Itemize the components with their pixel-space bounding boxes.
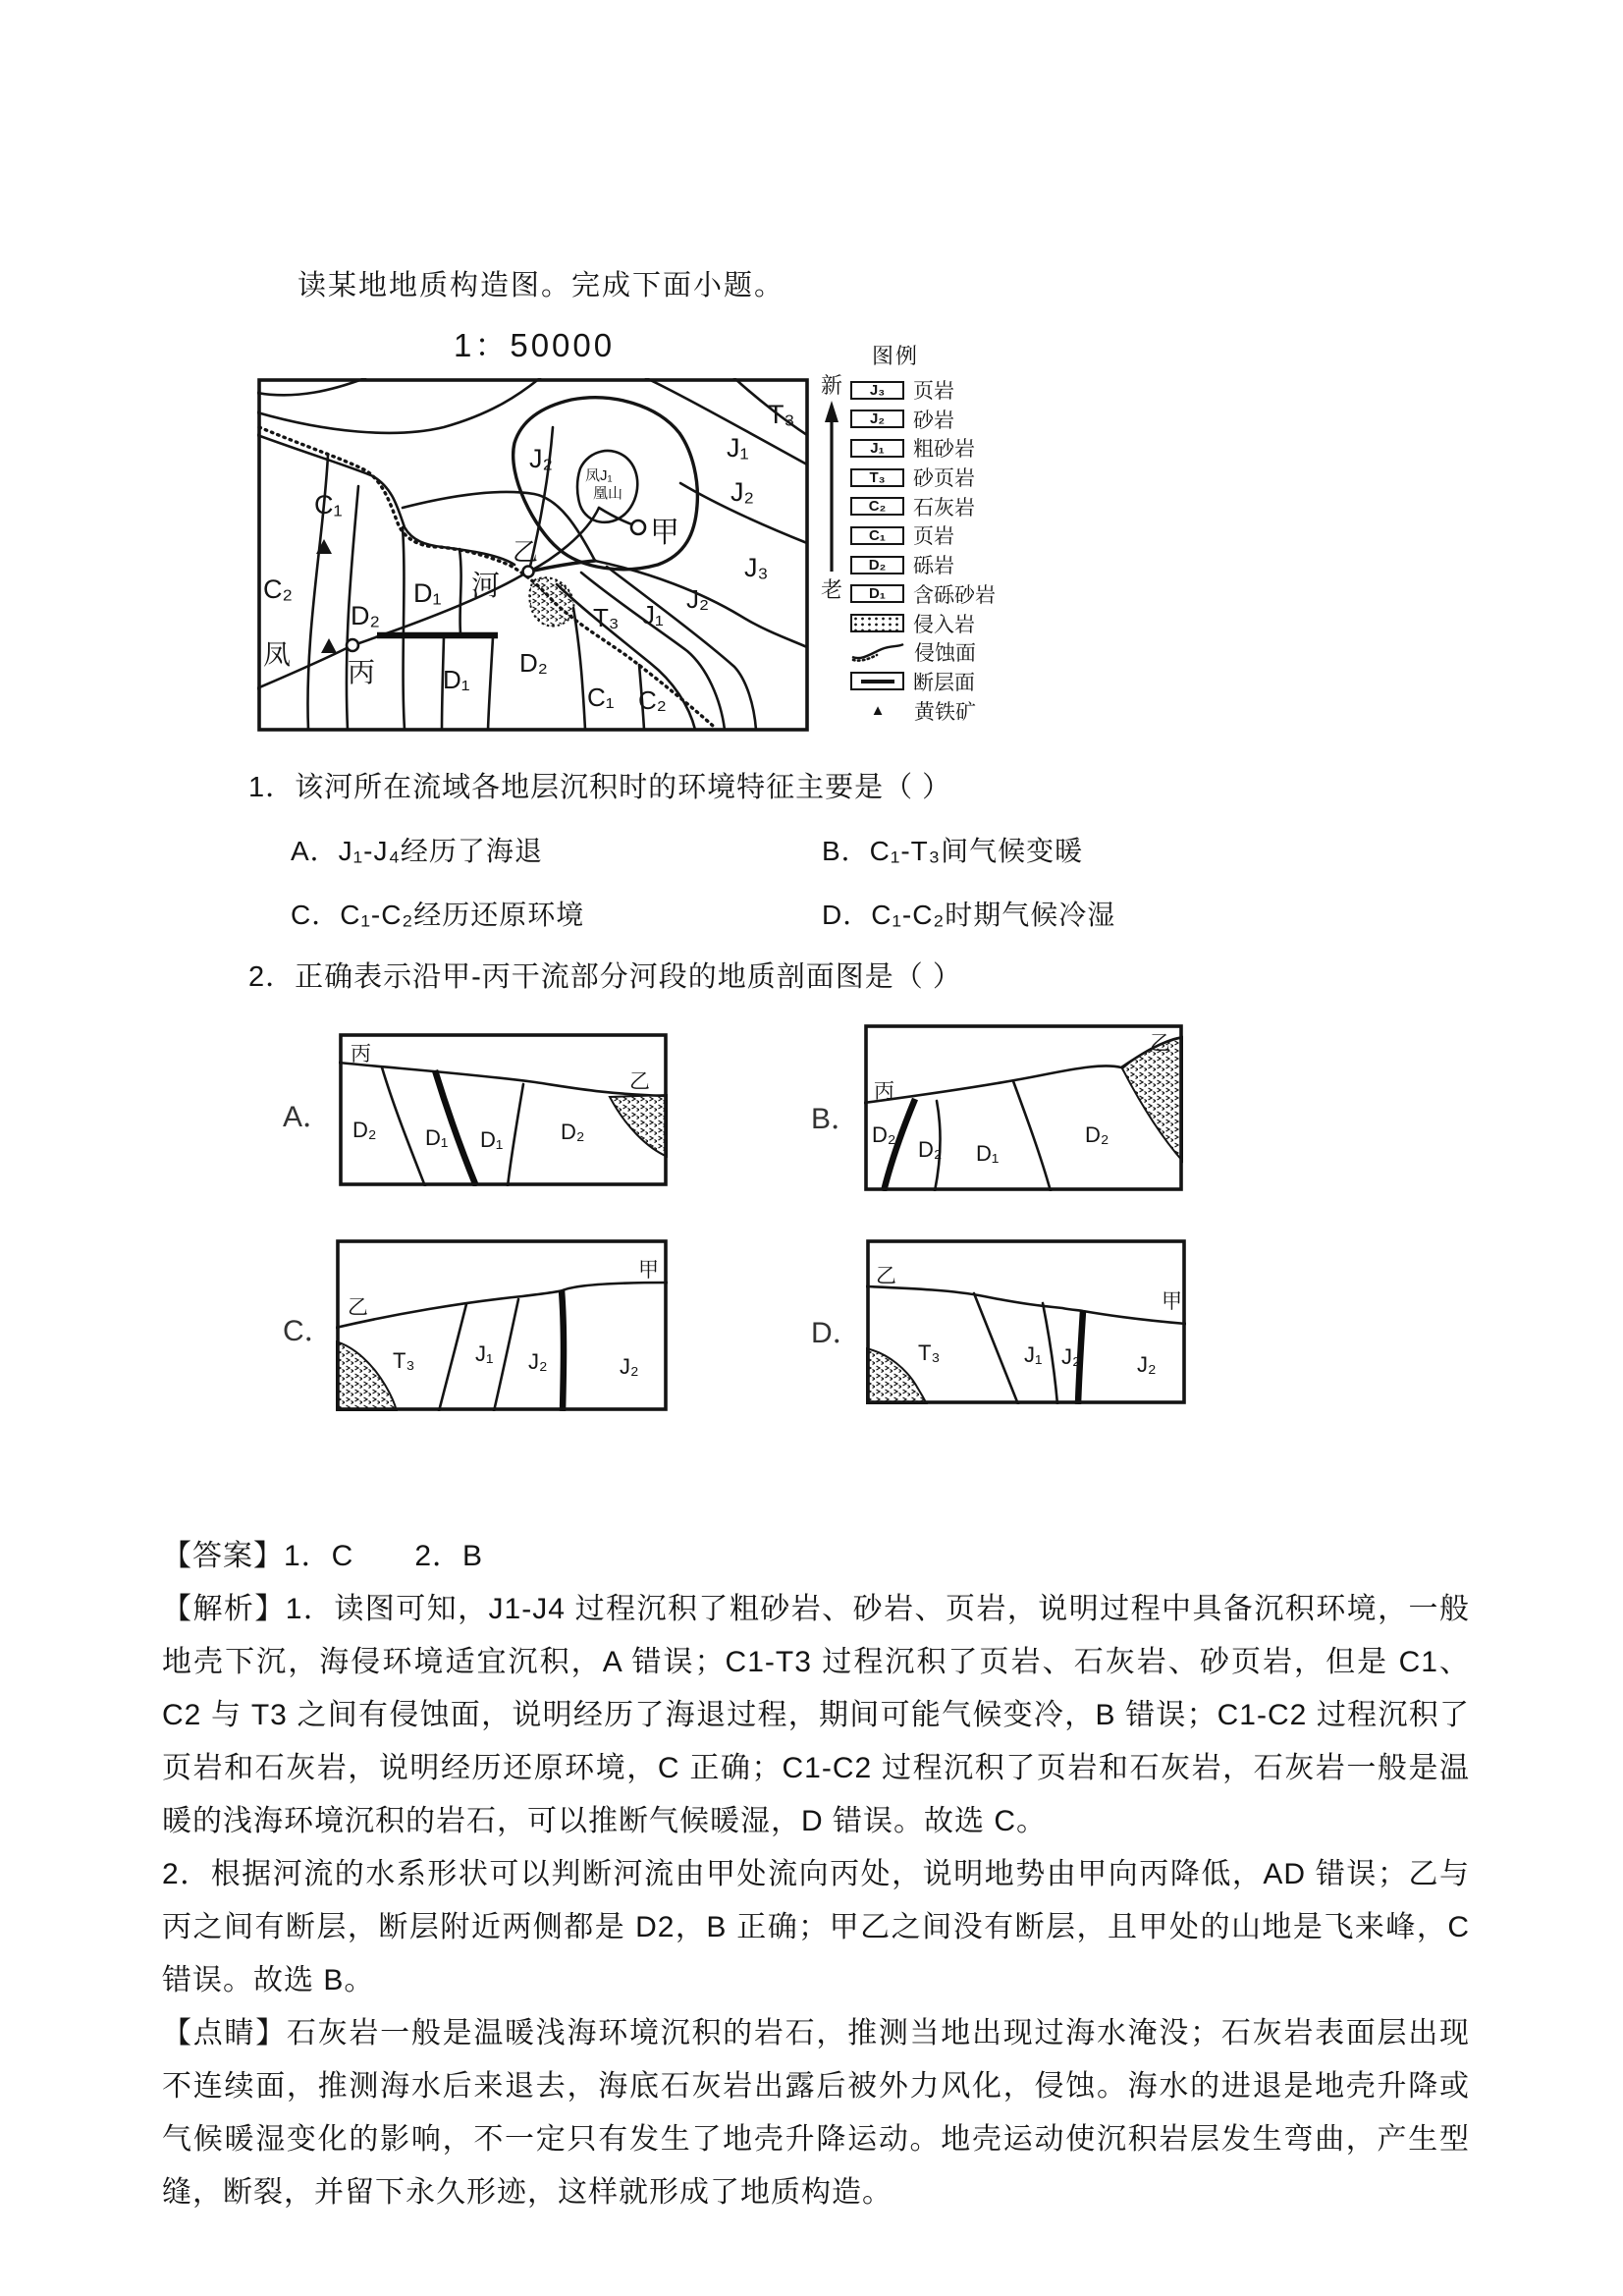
q2-option-d-letter: D． <box>811 1317 862 1349</box>
legend-row: J₁ 粗砂岩 <box>850 438 1076 458</box>
label-j2: J₂ <box>528 1349 548 1374</box>
point-yi-marker <box>523 567 534 577</box>
label-jia: 甲 <box>1162 1290 1182 1313</box>
label-j2-ne: J₂ <box>730 477 754 507</box>
question-2-stem: 2．正确表示沿甲-丙干流部分河段的地质剖面图是（ ） <box>248 961 962 993</box>
label-c1-bottom: C₁ <box>587 683 615 712</box>
legend-title: 图例 <box>872 344 920 368</box>
label-d2: D₂ <box>352 1118 377 1142</box>
stratum-swatch: J₂ <box>850 410 904 428</box>
diagram-border <box>338 1241 666 1409</box>
label-d1-left: D₁ <box>413 578 442 608</box>
label-c2-bottom: C₂ <box>638 685 667 715</box>
answer-line: 【答案】1．C 2．B <box>162 1540 484 1572</box>
intrusive-rock-swatch <box>850 614 904 632</box>
label-j1: J₁ <box>1024 1342 1043 1367</box>
map-scale-label: 1：50000 <box>454 327 616 363</box>
label-j2: J₂ <box>1137 1352 1157 1377</box>
label-j2: J₂ <box>1061 1344 1081 1369</box>
label-d2: D₂ <box>561 1120 585 1144</box>
label-jia: 甲 <box>650 517 679 549</box>
label-yi: 乙 <box>1150 1032 1170 1055</box>
legend-row: J₃ 页岩 <box>850 380 1076 400</box>
label-c1-left: C₁ <box>314 490 343 519</box>
answer-section <box>162 1530 1470 2219</box>
stratum-swatch: J₁ <box>850 439 904 458</box>
analysis-paragraph-1: 【解析】1．读图可知，J1-J4 过程沉积了粗砂岩、砂岩、页岩，说明过程中具备沉积环境，一般地壳下沉，海侵环境适宜沉积，A 错误；C1-T3 过程沉积了页岩、石灰岩、砂页岩，但是 C1、C2 与 T3 之间有侵蚀面，说明经历了海退过程，期间可能气候变冷，B 错误；C1-C2 过程沉积了页岩和石灰岩，说明经历还原环境，C 正确；C1-C2 过程沉积了页岩和石灰岩，石灰岩一般是温暖的浅海环境沉积的岩石，可以推断气候暖湿，D 错误。故选 C。 <box>162 1593 1470 1837</box>
surface-line <box>336 1283 668 1328</box>
label-j3: J₃ <box>744 553 769 582</box>
label-t3: T₃ <box>393 1348 415 1373</box>
stratum-swatch: C₁ <box>850 526 904 545</box>
label-bing: 丙 <box>348 657 376 687</box>
legend-row: C₂ 石灰岩 <box>850 497 1076 517</box>
geological-map <box>257 378 809 732</box>
legend-row: 侵入岩 <box>850 614 1076 633</box>
legend-row: D₁ 含砾砂岩 <box>850 584 1076 604</box>
label-yi: 乙 <box>876 1265 896 1287</box>
surface-line <box>866 1286 1186 1324</box>
label-d2: D₂ <box>872 1122 896 1147</box>
q2-option-a-letter: A． <box>283 1101 333 1133</box>
label-j1-ne: J₁ <box>727 433 749 463</box>
intrusive-rock-area <box>529 577 573 626</box>
fault-plane-icon <box>850 672 904 690</box>
label-j1-mid: J₁ <box>642 600 664 629</box>
point-jia-marker <box>631 520 645 534</box>
stratum-swatch: D₁ <box>850 584 904 603</box>
arrow-up-icon <box>825 401 839 422</box>
pyrite-marker-icon <box>321 638 337 653</box>
label-d2-mid: D₂ <box>519 648 548 678</box>
legend-row: C₁ 页岩 <box>850 525 1076 545</box>
label-peak-2: 凰山 <box>593 485 623 502</box>
q2-option-b-letter: B． <box>811 1103 861 1135</box>
age-arrow <box>815 369 850 605</box>
label-j2-mid: J₂ <box>686 584 710 614</box>
stratum-swatch: C₂ <box>850 497 904 516</box>
label-bing: 丙 <box>351 1043 371 1066</box>
age-old-label: 老 <box>821 577 843 602</box>
intrusive-rock-area <box>1122 1037 1183 1162</box>
cross-section-c <box>336 1239 668 1411</box>
label-he: 河 <box>471 571 501 602</box>
surface-line <box>339 1063 668 1096</box>
q1-option-c: C．C₁-C₂经历还原环境 <box>291 900 585 930</box>
analysis-paragraph-2: 2．根据河流的水系形状可以判断河流由甲处流向丙处，说明地势由甲向丙降低，AD 错误；乙与丙之间有断层，断层附近两侧都是 D2，B 正确；甲乙之间没有断层，且甲处的山地是飞来峰，C 错误。故选 B。 <box>162 1858 1470 1996</box>
cross-section-a <box>339 1033 668 1186</box>
fault-line <box>562 1290 564 1411</box>
age-new-label: 新 <box>821 373 843 398</box>
label-d1: D₁ <box>976 1141 1000 1166</box>
tip-paragraph: 【点睛】石灰岩一般是温暖浅海环境沉积的岩石，推测当地出现过海水淹没；石灰岩表面层出现不连续面，推测海水后来退去，海底石灰岩出露后被外力风化，侵蚀。海水的进退是地壳升降或气候暖湿变化的影响，不一定只有发生了地壳升降运动。地壳运动使沉积岩层发生弯曲，产生型缝，断裂，并留下永久形迹，这样就形成了地质构造。 <box>162 2017 1470 2209</box>
q1-option-b: B．C₁-T₃间气候变暖 <box>822 836 1084 866</box>
label-d1: D₁ <box>425 1125 449 1150</box>
legend-row: T₃ 砂页岩 <box>850 467 1076 487</box>
label-c2-left: C₂ <box>263 574 293 604</box>
label-t3-ne: T₃ <box>768 400 795 429</box>
legend-row: J₂ 砂岩 <box>850 410 1076 429</box>
intrusive-rock-area <box>336 1341 397 1411</box>
q1-option-d: D．C₁-C₂时期气候冷湿 <box>822 900 1116 930</box>
map-legend <box>850 340 1076 730</box>
legend-row: 侵蚀面 <box>850 642 1076 662</box>
diagram-border <box>868 1241 1184 1402</box>
legend-row: D₂ 砾岩 <box>850 555 1076 574</box>
label-yi: 乙 <box>629 1070 650 1093</box>
label-d1-low: D₁ <box>443 665 470 694</box>
river-lines <box>257 427 634 688</box>
label-bing: 丙 <box>874 1080 894 1103</box>
intrusive-rock-area <box>610 1095 668 1157</box>
label-peak-1: 凤J₁ <box>585 467 613 484</box>
label-feng: 凤 <box>263 639 292 670</box>
label-j2-lens: J₂ <box>529 444 553 473</box>
label-d2: D₂ <box>1085 1122 1109 1147</box>
erosion-surface-icon <box>850 642 905 662</box>
q2-option-c-letter: C． <box>283 1315 334 1347</box>
question-1-stem: 1．该河所在流域各地层沉积时的环境特征主要是（ ） <box>248 772 952 803</box>
q1-option-a: A．J₁-J₄经历了海退 <box>291 836 543 866</box>
label-jia: 甲 <box>638 1259 659 1282</box>
cross-section-b <box>864 1024 1183 1191</box>
point-bing-marker <box>347 639 358 651</box>
label-j2: J₂ <box>620 1354 639 1379</box>
stratum-swatch: T₃ <box>850 468 904 487</box>
legend-row: ▲ 黄铁矿 <box>850 701 1076 721</box>
label-d1: D₁ <box>480 1127 504 1152</box>
label-t3: T₃ <box>918 1340 941 1365</box>
stratum-swatch: J₃ <box>850 381 904 400</box>
intro-text: 读某地地质构造图。完成下面小题。 <box>298 270 785 301</box>
pyrite-icon: ▲ <box>870 702 886 720</box>
cross-section-d <box>866 1239 1186 1404</box>
label-d2-left: D₂ <box>351 601 380 630</box>
map-labels <box>263 400 795 715</box>
stratum-swatch: D₂ <box>850 556 904 574</box>
label-yi: 乙 <box>513 537 539 567</box>
label-j1: J₁ <box>475 1341 494 1366</box>
legend-row: 断层面 <box>850 672 1076 691</box>
label-yi: 乙 <box>348 1296 368 1319</box>
label-t3-mid: T₃ <box>593 603 620 632</box>
label-d2: D₂ <box>918 1137 943 1162</box>
